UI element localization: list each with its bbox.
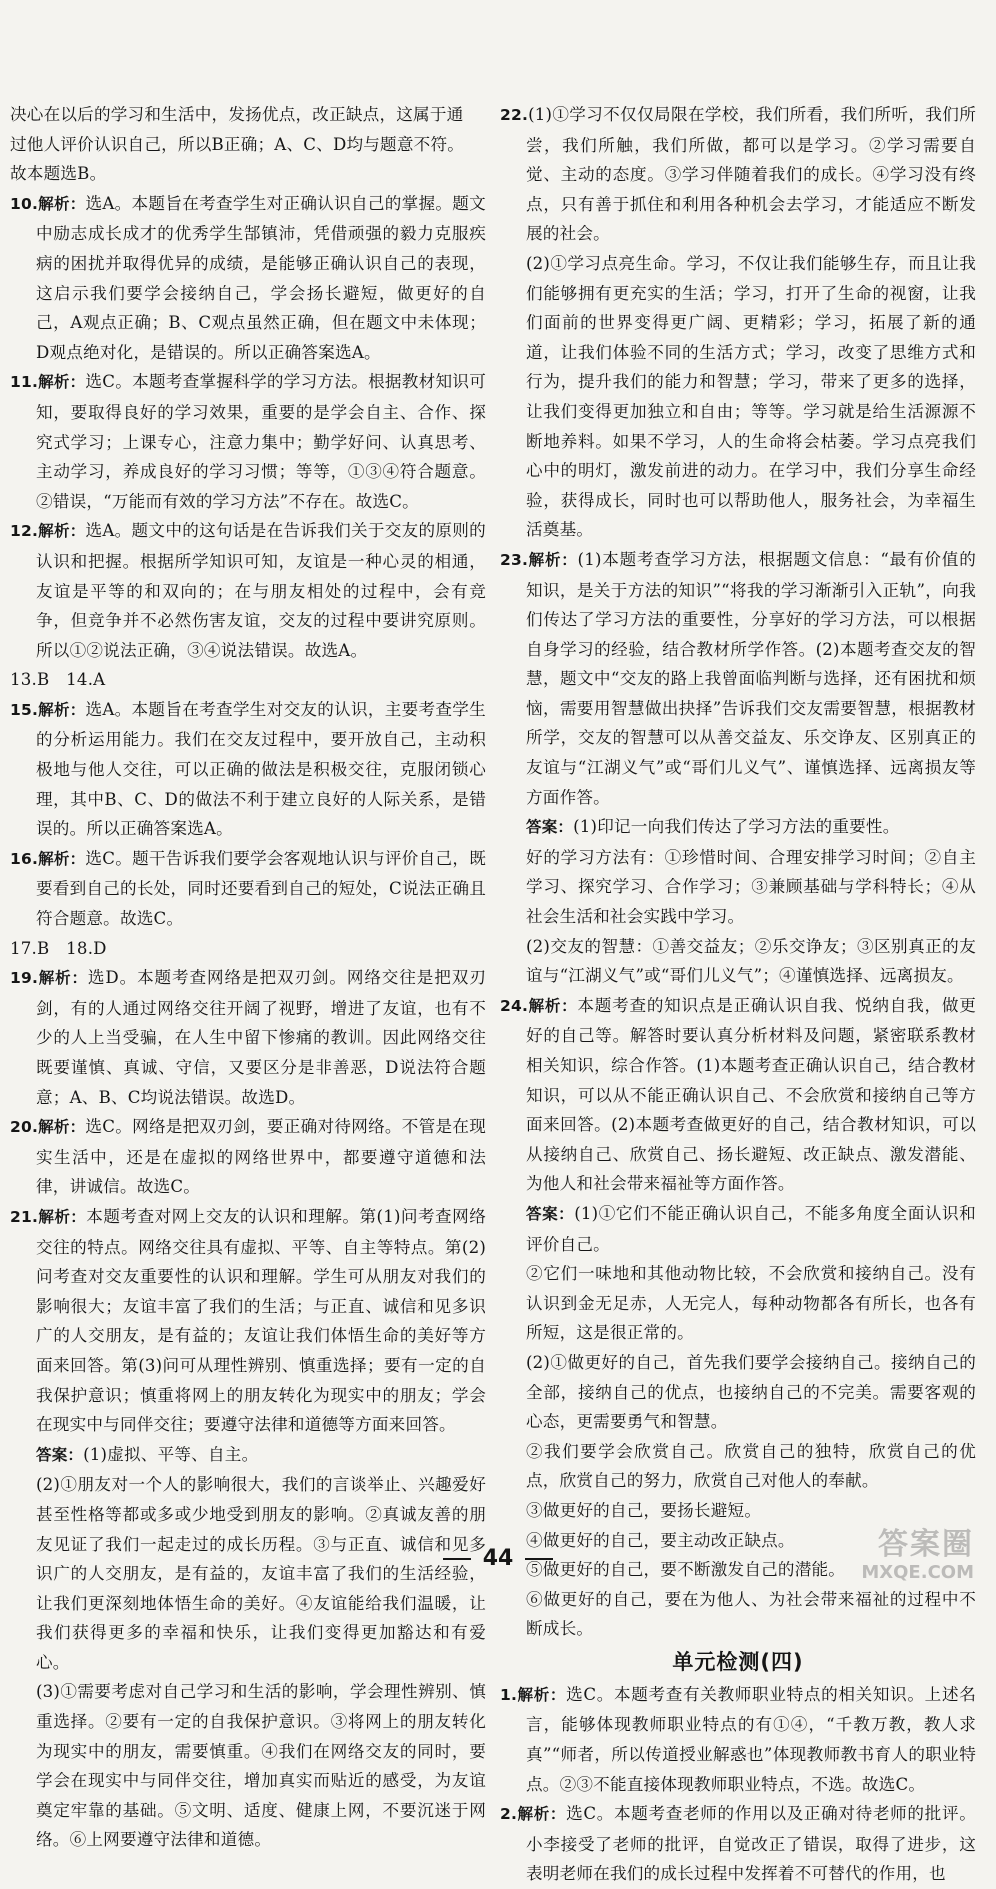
- question-text: 选A。题文中的这句话是在告诉我们关于交友的原则的认识和把握。根据所学知识可知，友谊是一种心灵的相通，友谊是平等的和双向的；在与朋友相处的过程中，会有竞争，但竞争并不必然伤害友谊，交友的过程中要讲究原则。所以①②说法正确，③④说法错误。故选A。: [36, 521, 486, 660]
- answer-label: 答案：: [36, 1445, 84, 1464]
- question-number: 16.: [10, 849, 39, 868]
- question-number: 15.: [10, 700, 39, 719]
- paragraph-line: 故本题选B。: [10, 164, 107, 184]
- answer-line: 17.B 18.D: [10, 938, 107, 958]
- question-item: [10, 963, 486, 1112]
- analysis-label: 解析：: [38, 1207, 87, 1226]
- watermark-cn: 答案圈: [878, 1527, 974, 1562]
- page-number: 44: [482, 1546, 514, 1571]
- question-item: [500, 100, 976, 249]
- analysis-label: 解析：: [38, 1118, 86, 1137]
- question-item: [10, 1112, 486, 1202]
- question-item: [500, 1799, 976, 1889]
- question-item: [10, 1202, 486, 1440]
- question-item: [10, 189, 486, 368]
- answer-subparagraph: ②我们要学会欣赏自己。欣赏自己的独特，欣赏自己的优点，欣赏自己的努力，欣赏自己对他人的奉献。: [526, 1441, 976, 1491]
- question-text: 选A。本题旨在考查学生对正确认识自己的掌握。题文中励志成长成才的优秀学生郜镇沛，凭借顽强的毅力克服疾病的困扰并取得优异的成绩，是能够正确认识自己的表现，这启示我们要学会接纳自己，学会扬长避短，做更好的自己，A观点正确；B、C观点虽然正确，但在题文中未体现；D观点绝对化，是错误的。所以正确答案选A。: [36, 193, 486, 362]
- question-number: 12.: [10, 522, 39, 541]
- answer-text: (1)印记一向我们传达了学习方法的重要性。: [573, 817, 900, 837]
- question-text: 本题考查对网上交友的认识和理解。第(1)问考查网络交往的特点。网络交往具有虚拟、平等、自主等特点。第(2)问考查对交友重要性的认识和理解。学生可从朋友对我们的影响很大；友谊丰富了我们的生活；与正直、诚信和见多识广的人交朋友，是有益的；友谊让我们体悟生命的美好等方面来回答。第(3)问可从理性辨别、慎重选择；要有一定的自我保护意识；慎重将网上的朋友转化为现实中的朋友；学会在现实中与同伴交往；要遵守法律和道德等方面来回答。: [36, 1206, 486, 1435]
- analysis-label: 解析：: [517, 1685, 567, 1704]
- footer-dash-left: [443, 1558, 471, 1560]
- question-item: [10, 844, 486, 934]
- question-number: 20.: [10, 1118, 39, 1137]
- left-column: [10, 100, 486, 1855]
- answer-subparagraph: ⑥做更好的自己，要在为他人、为社会带来福祉的过程中不断成长。: [526, 1589, 976, 1639]
- question-text: 本题考查的知识点是正确认识自我、悦纳自我，做更好的自己等。解答时要认真分析材料及问题，紧密联系教材相关知识，综合作答。(1)本题考查正确认识自己，结合教材知识，可以从不能正确认识自己、不会欣赏和接纳自己等方面来回答。(2)本题考查做更好的自己，结合教材知识，可以从接纳自己、欣赏自己、扬长避短、改正缺点、激发潜能、为他人和社会带来福祉等方面作答。: [526, 995, 976, 1194]
- question-number: 24.: [500, 996, 529, 1015]
- analysis-label: 解析：: [528, 550, 578, 569]
- answer-block: [10, 1440, 486, 1471]
- watermark-logo: [774, 1528, 974, 1586]
- question-item: [500, 545, 976, 812]
- continued-paragraph: [10, 100, 486, 189]
- question-item: [10, 367, 486, 516]
- analysis-label: 解析：: [517, 1805, 567, 1824]
- question-number: 2.: [500, 1805, 518, 1824]
- analysis-label: 解析：: [38, 373, 86, 392]
- answer-subparagraph: (3)①需要考虑对自己学习和生活的影响，学会理性辨别、慎重选择。②要有一定的自我保护意识。③将网上的朋友转化为现实中的朋友，需要慎重。④我们在网络交友的同时，要学会在现实中与同伴交往，增加真实而贴近的感受，为友谊奠定牢靠的基础。⑤文明、适度、健康上网，不要沉迷于网络。⑥上网要遵守法律和道德。: [36, 1682, 486, 1850]
- answer-subparagraph: ③做更好的自己，要扬长避短。: [526, 1500, 762, 1520]
- answer-text: (1)①它们不能正确认识自己，不能多角度全面认识和评价自己。: [526, 1203, 976, 1254]
- answer-block: [500, 812, 976, 843]
- answer-subparagraph: (2)交友的智慧：①善交益友；②乐交诤友；③区别真正的友谊与“江湖义气”或“哥们儿义气”；④谨慎选择、远离损友。: [526, 936, 976, 986]
- analysis-label: 解析：: [38, 969, 88, 988]
- question-number: 1.: [500, 1685, 518, 1704]
- paragraph-line: 过他人评价认识自己，所以B正确；A、C、D均与题意不符。: [10, 134, 465, 154]
- section-title: 单元检测(四): [672, 1649, 804, 1674]
- analysis-label: 解析：: [528, 996, 578, 1015]
- answer-subparagraph: (2)①学习点亮生命。学习，不仅让我们能够生存，而且让我们能够拥有更充实的生活；学习，打开了生命的视窗，让我们面前的世界变得更广阔、更精彩；学习，拓展了新的通道，让我们体验不同的生活方式；学习，改变了思维方式和行为，提升我们的能力和智慧；学习，带来了更多的选择，让我们变得更加独立和自由；等等。学习就是给生活源源不断地养料。如果不学习，人的生命将会枯萎。学习点亮我们心中的明灯，激发前进的动力。在学习中，我们分享生命经验，获得成长，同时也可以帮助他人，服务社会，为幸福生活奠基。: [526, 253, 976, 540]
- question-text: 选C。本题考查有关教师职业特点的相关知识。上述名言，能够体现教师职业特点的有①④，“千教万教，教人求真”“师者，所以传道授业解惑也”体现教师教书育人的职业特点。②③不能直接体现教师职业特点，不选。故选C。: [526, 1684, 976, 1794]
- answer-label: 答案：: [526, 1204, 575, 1223]
- question-item: [500, 991, 976, 1199]
- watermark-en: MXQE.COM: [861, 1562, 974, 1583]
- answer-subparagraph: (2)①做更好的自己，首先我们要学会接纳自己。接纳自己的全部，接纳自己的优点，也接纳自己的不完美。需要客观的心态，更需要勇气和智慧。: [526, 1352, 976, 1432]
- question-text: 选C。题干告诉我们要学会客观地认识与评价自己，既要看到自己的长处，同时还要看到自己的短处，C说法正确且符合题意。故选C。: [36, 848, 486, 929]
- answer-text: (1)虚拟、平等、自主。: [83, 1444, 259, 1464]
- answer-subparagraph: ④做更好的自己，要主动改正缺点。: [526, 1530, 795, 1550]
- analysis-label: 解析：: [38, 700, 86, 719]
- paragraph-line: 决心在以后的学习和生活中，发扬优点，改正缺点，这属于通: [10, 105, 464, 124]
- answer-block: [500, 1199, 976, 1259]
- question-text: (1)本题考查学习方法，根据题文信息：“最有价值的知识，是关于方法的知识”“将我的学习渐渐引入正轨”，向我们传达了学习方法的重要性，分享好的学习方法，可以根据自身学习的经验，结合教材所学作答。(2)本题考查交友的智慧，题文中“交友的路上我曾面临判断与选择，还有困扰和烦恼，需要用智慧做出抉择”告诉我们交友需要智慧，根据教材所学，交友的智慧可以从善交益友、乐交诤友、区别真正的友谊与“江湖义气”或“哥们儿义气”、谨慎选择、远离损友等方面作答。: [526, 549, 976, 807]
- question-text: 选D。本题考查网络是把双刃剑。网络交往是把双刃剑，有的人通过网络交往开阔了视野，增进了友谊，也有不少的人上当受骗，在人生中留下惨痛的教训。因此网络交往既要谨慎、真诚、守信，又要区分是非善恶，D说法符合题意；A、B、C均说法错误。故选D。: [36, 968, 486, 1107]
- question-text: (1)①学习不仅仅局限在学校，我们所看，我们所听，我们所尝，我们所触，我们所做，都可以是学习。②学习需要自觉、主动的态度。③学习伴随着我们的成长。④学习没有终点，只有善于抓住和利用各种机会去学习，才能适应不断发展的社会。: [526, 105, 976, 244]
- question-number: 19.: [10, 969, 39, 988]
- answer-subparagraph: ②它们一味地和其他动物比较，不会欣赏和接纳自己。没有认识到金无足赤，人无完人，每种动物都各有所长，也各有所短，这是很正常的。: [526, 1264, 976, 1343]
- analysis-label: 解析：: [38, 194, 86, 213]
- question-number: 21.: [10, 1207, 39, 1226]
- answer-line: 13.B 14.A: [10, 670, 106, 690]
- question-number: 10.: [10, 194, 39, 213]
- question-text: 选C。本题考查掌握科学的学习方法。根据教材知识可知，要取得良好的学习效果，重要的是学会自主、合作、探究式学习；上课专心，注意力集中；勤学好问、认真思考、主动学习，养成良好的学习习惯；等等，①③④符合题意。②错误，“万能而有效的学习方法”不存在。故选C。: [36, 372, 486, 511]
- answer-subparagraph: (2)①朋友对一个人的影响很大，我们的言谈举止、兴趣爱好甚至性格等都或多或少地受到朋友的影响。②真诚友善的朋友见证了我们一起走过的成长历程。③与正直、诚信和见多识广的人交朋友，是有益的，友谊丰富了我们的生活经验，让我们更深刻地体悟生命的美好。④友谊能给我们温暖，让我们获得更多的幸福和快乐，让我们变得更加豁达和有爱心。: [36, 1475, 486, 1672]
- analysis-label: 解析：: [38, 522, 86, 541]
- question-number: 11.: [10, 373, 39, 392]
- footer-dash-right: [525, 1558, 553, 1560]
- question-number: 22.: [500, 106, 529, 124]
- answer-label: 答案：: [526, 818, 574, 837]
- question-text: 选C。网络是把双刃剑，要正确对待网络。不管是在现实生活中，还是在虚拟的网络世界中，都要遵守道德和法律，讲诚信。故选C。: [36, 1117, 486, 1197]
- question-item: [500, 1680, 976, 1799]
- right-column: [500, 100, 976, 1889]
- question-number: 23.: [500, 550, 529, 569]
- answer-subparagraph: ⑤做更好的自己，要不断激发自己的潜能。: [526, 1560, 846, 1580]
- answer-subparagraph: 好的学习方法有：①珍惜时间、合理安排学习时间；②自主学习、探究学习、合作学习；③兼顾基础与学科特长；④从社会生活和社会实践中学习。: [526, 847, 976, 927]
- analysis-label: 解析：: [38, 849, 86, 868]
- question-item: [10, 516, 486, 665]
- question-text: 选A。本题旨在考查学生对交友的认识，主要考查学生的分析运用能力。我们在交友过程中，要开放自己，主动积极地与他人交往，可以正确的做法是积极交往，克服闭锁心理，其中B、C、D的做法不利于建立良好的人际关系，是错误的。所以正确答案选A。: [36, 699, 486, 839]
- question-text: 选C。本题考查老师的作用以及正确对待老师的批评。小李接受了老师的批评，自觉改正了错误，取得了进步，这表明老师在我们的成长过程中发挥着不可替代的作用，也: [526, 1804, 976, 1884]
- question-item: [10, 695, 486, 844]
